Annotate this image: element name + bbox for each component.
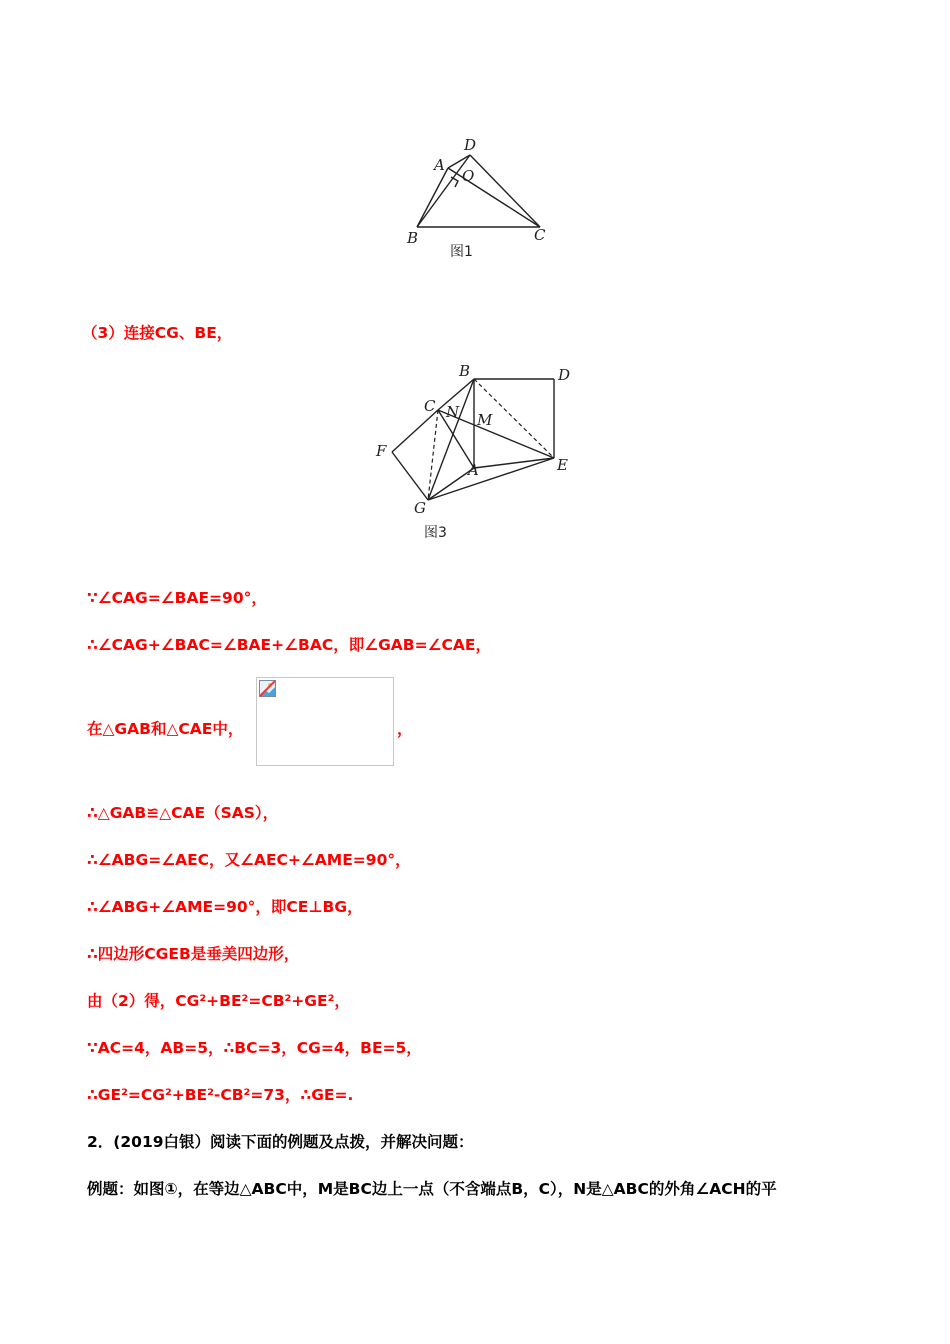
- proof-line-7: ∴四边形CGEB是垂美四边形，: [87, 945, 300, 963]
- figure-3-label-c: C: [424, 397, 436, 415]
- figure-3-label-a: A: [468, 461, 479, 479]
- figure-3-label-f: F: [376, 442, 387, 460]
- proof-line-10: ∴GE²=CG²+BE²-CB²=73，∴GE=.: [87, 1086, 354, 1104]
- proof-line-9: ∵AC=4，AB=5，∴BC=3，CG=4，BE=5，: [87, 1039, 422, 1057]
- figure-1-label-o: O: [462, 167, 475, 185]
- figure-1-label-a: A: [434, 156, 445, 174]
- proof-line-8: 由（2）得，CG²+BE²=CB²+GE²，: [87, 992, 350, 1010]
- figure-3-label-e: E: [557, 456, 568, 474]
- proof-line-1: ∵∠CAG=∠BAE=90°，: [87, 589, 267, 607]
- problem-2-heading: 2．(2019白银）阅读下面的例题及点拨，并解决问题：: [87, 1133, 474, 1151]
- figure-1-label-b: B: [407, 229, 419, 247]
- proof-line-2: ∴∠CAG+∠BAC=∠BAE+∠BAC，即∠GAB=∠CAE，: [87, 636, 491, 654]
- figure-3-label-b: B: [459, 362, 471, 380]
- figure-1-caption: 图1: [450, 244, 473, 260]
- figure-3-label-m: M: [477, 411, 493, 429]
- proof-line-3-tail: ，: [397, 720, 413, 738]
- step-3-heading: （3）连接CG、BE，: [82, 324, 233, 342]
- figure-3-caption: 图3: [424, 525, 447, 541]
- figure-3-label-d: D: [558, 366, 571, 384]
- broken-image-icon: [259, 680, 276, 697]
- figure-1-label-c: C: [534, 226, 546, 244]
- broken-image-placeholder: [256, 677, 394, 766]
- proof-line-6: ∴∠ABG+∠AME=90°，即CE⊥BG，: [87, 898, 363, 916]
- proof-line-4: ∴△GAB≌△CAE（SAS），: [87, 804, 279, 822]
- problem-2-example: 例题：如图①，在等边△ABC中，M是BC边上一点（不含端点B，C），N是△ABC的外角∠ACH的平: [87, 1180, 777, 1198]
- proof-line-3: 在△GAB和△CAE中，: [87, 720, 244, 738]
- figure-1-label-d: D: [464, 136, 477, 154]
- figure-3-label-n: N: [446, 403, 460, 421]
- proof-line-5: ∴∠ABG=∠AEC，又∠AEC+∠AME=90°，: [87, 851, 411, 869]
- figure-3-diagram: [370, 360, 580, 520]
- figure-3-label-g: G: [414, 499, 426, 517]
- figure-1-diagram: [400, 135, 560, 250]
